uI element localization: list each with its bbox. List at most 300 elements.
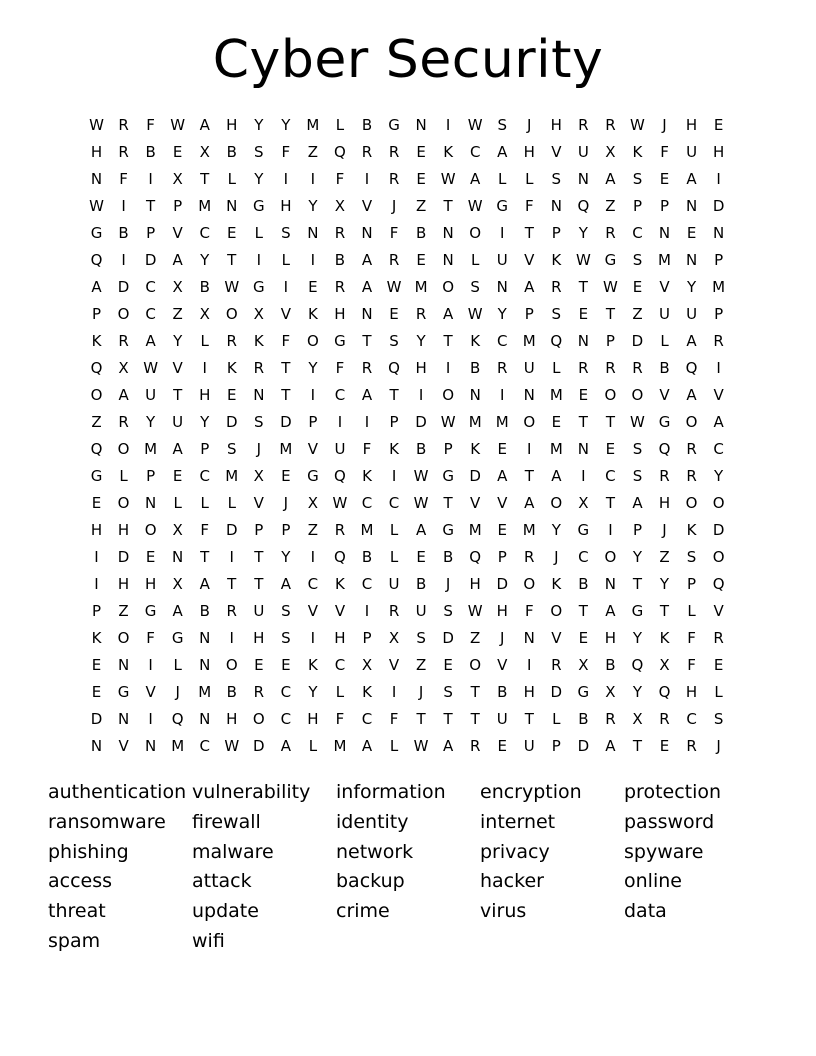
- grid-cell[interactable]: O: [469, 656, 482, 674]
- grid-cell[interactable]: D: [90, 710, 103, 728]
- grid-cell[interactable]: P: [173, 197, 183, 215]
- grid-cell[interactable]: M: [306, 116, 320, 134]
- grid-cell[interactable]: O: [225, 305, 238, 323]
- grid-cell[interactable]: C: [496, 332, 508, 350]
- grid-cell[interactable]: X: [172, 575, 183, 593]
- grid-cell[interactable]: G: [90, 467, 103, 485]
- grid-cell[interactable]: K: [551, 575, 562, 593]
- grid-cell[interactable]: D: [577, 737, 590, 755]
- grid-cell[interactable]: G: [577, 683, 590, 701]
- grid-cell[interactable]: W: [143, 359, 159, 377]
- grid-cell[interactable]: O: [90, 386, 103, 404]
- grid-cell[interactable]: L: [552, 359, 561, 377]
- grid-cell[interactable]: K: [253, 332, 264, 350]
- grid-cell[interactable]: H: [523, 143, 535, 161]
- grid-cell[interactable]: J: [662, 521, 667, 539]
- grid-cell[interactable]: O: [442, 386, 455, 404]
- grid-cell[interactable]: Y: [578, 224, 588, 242]
- grid-cell[interactable]: N: [523, 629, 535, 647]
- grid-cell[interactable]: O: [604, 548, 617, 566]
- grid-cell[interactable]: V: [280, 305, 291, 323]
- grid-cell[interactable]: I: [148, 656, 153, 674]
- grid-cell[interactable]: Z: [307, 521, 319, 539]
- grid-cell[interactable]: A: [145, 332, 156, 350]
- grid-cell[interactable]: Y: [632, 548, 643, 566]
- grid-cell[interactable]: T: [470, 683, 480, 701]
- grid-cell[interactable]: I: [202, 359, 207, 377]
- grid-cell[interactable]: P: [551, 224, 561, 242]
- grid-cell[interactable]: V: [713, 386, 724, 404]
- grid-cell[interactable]: L: [335, 116, 345, 134]
- grid-cell[interactable]: F: [524, 602, 534, 620]
- grid-cell[interactable]: F: [281, 143, 291, 161]
- grid-cell[interactable]: V: [551, 629, 562, 647]
- grid-cell[interactable]: R: [686, 467, 697, 485]
- grid-cell[interactable]: L: [471, 251, 480, 269]
- grid-cell[interactable]: U: [659, 305, 670, 323]
- grid-cell[interactable]: F: [119, 170, 128, 188]
- grid-cell[interactable]: E: [172, 143, 183, 161]
- grid-cell[interactable]: W: [602, 278, 618, 296]
- grid-cell[interactable]: L: [227, 170, 236, 188]
- grid-cell[interactable]: P: [308, 413, 318, 431]
- grid-cell[interactable]: A: [605, 170, 616, 188]
- grid-cell[interactable]: K: [362, 467, 372, 485]
- grid-cell[interactable]: C: [469, 143, 481, 161]
- grid-cell[interactable]: I: [445, 359, 451, 377]
- grid-cell[interactable]: W: [89, 116, 104, 134]
- grid-cell[interactable]: S: [254, 143, 264, 161]
- grid-cell[interactable]: A: [713, 413, 724, 431]
- grid-cell[interactable]: A: [172, 251, 183, 269]
- grid-cell[interactable]: H: [307, 710, 319, 728]
- grid-cell[interactable]: H: [90, 521, 103, 539]
- grid-cell[interactable]: F: [281, 332, 291, 350]
- grid-cell[interactable]: I: [337, 413, 343, 431]
- grid-cell[interactable]: I: [391, 467, 397, 485]
- grid-cell[interactable]: I: [716, 170, 721, 188]
- grid-cell[interactable]: T: [578, 278, 588, 296]
- grid-cell[interactable]: M: [225, 467, 239, 485]
- grid-cell[interactable]: C: [280, 683, 292, 701]
- grid-cell[interactable]: L: [200, 332, 209, 350]
- grid-cell[interactable]: R: [686, 737, 697, 755]
- grid-cell[interactable]: X: [605, 143, 616, 161]
- grid-cell[interactable]: A: [632, 494, 643, 512]
- grid-cell[interactable]: O: [117, 440, 130, 458]
- grid-cell[interactable]: W: [467, 116, 483, 134]
- grid-cell[interactable]: Z: [172, 305, 183, 323]
- grid-cell[interactable]: Q: [550, 332, 563, 350]
- grid-cell[interactable]: M: [549, 440, 563, 458]
- grid-cell[interactable]: T: [227, 575, 237, 593]
- grid-cell[interactable]: E: [281, 467, 291, 485]
- grid-cell[interactable]: I: [229, 548, 234, 566]
- grid-cell[interactable]: F: [687, 656, 696, 674]
- grid-cell[interactable]: Z: [605, 197, 616, 215]
- grid-cell[interactable]: H: [280, 197, 292, 215]
- grid-cell[interactable]: D: [225, 413, 238, 431]
- grid-cell[interactable]: D: [631, 332, 644, 350]
- grid-cell[interactable]: N: [253, 386, 265, 404]
- grid-cell[interactable]: V: [307, 440, 319, 458]
- grid-cell[interactable]: I: [364, 170, 370, 188]
- grid-cell[interactable]: J: [500, 629, 505, 647]
- grid-cell[interactable]: Q: [658, 683, 671, 701]
- grid-cell[interactable]: P: [714, 251, 724, 269]
- grid-cell[interactable]: P: [254, 521, 264, 539]
- grid-cell[interactable]: N: [685, 197, 698, 215]
- grid-cell[interactable]: E: [497, 521, 507, 539]
- grid-cell[interactable]: I: [283, 170, 289, 188]
- grid-cell[interactable]: O: [469, 224, 482, 242]
- grid-cell[interactable]: T: [605, 413, 615, 431]
- grid-cell[interactable]: E: [659, 737, 670, 755]
- grid-cell[interactable]: N: [577, 332, 589, 350]
- grid-cell[interactable]: E: [416, 143, 426, 161]
- grid-cell[interactable]: C: [199, 467, 210, 485]
- grid-cell[interactable]: H: [334, 305, 346, 323]
- grid-cell[interactable]: M: [144, 440, 158, 458]
- grid-cell[interactable]: O: [117, 629, 130, 647]
- grid-cell[interactable]: E: [91, 656, 102, 674]
- grid-cell[interactable]: A: [172, 602, 183, 620]
- grid-cell[interactable]: W: [386, 278, 402, 296]
- grid-cell[interactable]: U: [686, 143, 698, 161]
- grid-cell[interactable]: Q: [334, 467, 346, 485]
- grid-cell[interactable]: H: [685, 683, 698, 701]
- grid-cell[interactable]: J: [391, 197, 397, 215]
- grid-cell[interactable]: M: [279, 440, 293, 458]
- grid-cell[interactable]: V: [551, 143, 562, 161]
- grid-cell[interactable]: I: [527, 440, 532, 458]
- grid-cell[interactable]: E: [713, 116, 724, 134]
- grid-cell[interactable]: R: [388, 602, 400, 620]
- grid-cell[interactable]: V: [361, 197, 373, 215]
- grid-cell[interactable]: E: [91, 494, 102, 512]
- grid-cell[interactable]: R: [415, 305, 427, 323]
- grid-cell[interactable]: A: [497, 467, 508, 485]
- grid-cell[interactable]: P: [92, 602, 102, 620]
- grid-cell[interactable]: R: [388, 251, 400, 269]
- grid-cell[interactable]: W: [413, 494, 429, 512]
- grid-cell[interactable]: E: [145, 548, 156, 566]
- grid-cell[interactable]: R: [334, 278, 346, 296]
- grid-cell[interactable]: W: [413, 737, 429, 755]
- grid-cell[interactable]: R: [118, 413, 129, 431]
- grid-cell[interactable]: O: [631, 386, 644, 404]
- grid-cell[interactable]: L: [389, 737, 399, 755]
- grid-cell[interactable]: U: [253, 602, 265, 620]
- grid-cell[interactable]: Y: [632, 683, 643, 701]
- grid-cell[interactable]: F: [389, 224, 399, 242]
- grid-cell[interactable]: N: [145, 494, 157, 512]
- grid-cell[interactable]: N: [90, 737, 103, 755]
- grid-cell[interactable]: G: [252, 278, 265, 296]
- grid-cell[interactable]: I: [148, 170, 153, 188]
- grid-cell[interactable]: X: [361, 656, 373, 674]
- grid-cell[interactable]: I: [445, 116, 451, 134]
- grid-cell[interactable]: U: [577, 143, 589, 161]
- grid-cell[interactable]: N: [117, 656, 130, 674]
- grid-cell[interactable]: V: [172, 359, 183, 377]
- grid-cell[interactable]: C: [199, 224, 210, 242]
- grid-cell[interactable]: N: [469, 386, 481, 404]
- grid-cell[interactable]: L: [687, 602, 696, 620]
- grid-cell[interactable]: F: [389, 710, 399, 728]
- grid-cell[interactable]: G: [334, 332, 346, 350]
- grid-cell[interactable]: N: [199, 656, 211, 674]
- grid-cell[interactable]: S: [416, 629, 426, 647]
- grid-cell[interactable]: O: [144, 521, 157, 539]
- grid-cell[interactable]: S: [443, 683, 453, 701]
- grid-cell[interactable]: N: [199, 629, 211, 647]
- grid-cell[interactable]: H: [712, 143, 725, 161]
- grid-cell[interactable]: Y: [254, 170, 264, 188]
- grid-cell[interactable]: F: [200, 521, 210, 539]
- grid-cell[interactable]: V: [659, 386, 670, 404]
- grid-cell[interactable]: E: [578, 386, 589, 404]
- grid-cell[interactable]: C: [686, 710, 697, 728]
- grid-cell[interactable]: U: [334, 440, 346, 458]
- grid-cell[interactable]: G: [442, 521, 454, 539]
- grid-cell[interactable]: P: [146, 467, 156, 485]
- grid-cell[interactable]: B: [415, 575, 427, 593]
- grid-cell[interactable]: T: [443, 332, 453, 350]
- grid-cell[interactable]: M: [658, 251, 671, 269]
- grid-cell[interactable]: R: [118, 116, 129, 134]
- grid-cell[interactable]: E: [497, 440, 507, 458]
- grid-cell[interactable]: Y: [308, 683, 318, 701]
- grid-cell[interactable]: L: [335, 683, 345, 701]
- grid-cell[interactable]: H: [658, 494, 671, 512]
- grid-cell[interactable]: A: [686, 386, 697, 404]
- grid-cell[interactable]: P: [605, 332, 615, 350]
- grid-cell[interactable]: R: [253, 359, 265, 377]
- grid-cell[interactable]: G: [252, 197, 265, 215]
- grid-cell[interactable]: C: [280, 710, 292, 728]
- grid-cell[interactable]: Z: [307, 143, 319, 161]
- grid-cell[interactable]: W: [440, 413, 456, 431]
- grid-cell[interactable]: H: [685, 116, 698, 134]
- grid-cell[interactable]: U: [523, 737, 535, 755]
- grid-cell[interactable]: R: [605, 359, 616, 377]
- grid-cell[interactable]: Y: [659, 575, 670, 593]
- grid-cell[interactable]: M: [468, 413, 482, 431]
- grid-cell[interactable]: Z: [415, 197, 427, 215]
- grid-cell[interactable]: P: [551, 737, 561, 755]
- grid-cell[interactable]: E: [254, 656, 264, 674]
- grid-cell[interactable]: X: [605, 683, 616, 701]
- grid-cell[interactable]: W: [467, 305, 483, 323]
- grid-cell[interactable]: E: [578, 629, 589, 647]
- grid-cell[interactable]: O: [252, 710, 265, 728]
- grid-cell[interactable]: O: [550, 602, 563, 620]
- grid-cell[interactable]: S: [443, 602, 453, 620]
- grid-cell[interactable]: G: [171, 629, 184, 647]
- grid-cell[interactable]: Y: [686, 278, 697, 296]
- grid-cell[interactable]: M: [198, 197, 212, 215]
- grid-cell[interactable]: D: [442, 629, 454, 647]
- grid-cell[interactable]: N: [361, 305, 373, 323]
- grid-cell[interactable]: S: [713, 710, 724, 728]
- grid-cell[interactable]: T: [416, 710, 426, 728]
- grid-cell[interactable]: R: [713, 629, 724, 647]
- grid-cell[interactable]: N: [145, 737, 157, 755]
- grid-cell[interactable]: O: [685, 494, 698, 512]
- grid-cell[interactable]: N: [523, 386, 535, 404]
- grid-cell[interactable]: E: [659, 170, 670, 188]
- grid-cell[interactable]: K: [632, 143, 643, 161]
- grid-cell[interactable]: T: [524, 710, 534, 728]
- grid-cell[interactable]: E: [497, 737, 507, 755]
- grid-cell[interactable]: U: [172, 413, 184, 431]
- grid-cell[interactable]: G: [307, 467, 319, 485]
- grid-cell[interactable]: N: [442, 251, 454, 269]
- grid-cell[interactable]: N: [712, 224, 725, 242]
- grid-cell[interactable]: Q: [334, 548, 346, 566]
- grid-cell[interactable]: C: [361, 710, 373, 728]
- grid-cell[interactable]: S: [226, 440, 237, 458]
- grid-cell[interactable]: E: [416, 251, 426, 269]
- grid-cell[interactable]: Y: [173, 332, 183, 350]
- grid-cell[interactable]: Y: [146, 413, 156, 431]
- grid-cell[interactable]: W: [630, 116, 645, 134]
- grid-cell[interactable]: J: [256, 440, 262, 458]
- grid-cell[interactable]: K: [551, 251, 562, 269]
- grid-cell[interactable]: P: [443, 440, 453, 458]
- grid-cell[interactable]: N: [199, 710, 211, 728]
- grid-cell[interactable]: A: [199, 116, 210, 134]
- grid-cell[interactable]: M: [360, 521, 374, 539]
- grid-cell[interactable]: O: [117, 494, 130, 512]
- grid-cell[interactable]: T: [524, 467, 534, 485]
- grid-cell[interactable]: J: [445, 575, 451, 593]
- grid-cell[interactable]: P: [632, 197, 642, 215]
- grid-cell[interactable]: T: [578, 413, 588, 431]
- grid-cell[interactable]: V: [118, 737, 129, 755]
- grid-cell[interactable]: E: [308, 278, 318, 296]
- grid-cell[interactable]: S: [254, 413, 264, 431]
- grid-cell[interactable]: W: [224, 278, 240, 296]
- grid-cell[interactable]: Z: [659, 548, 670, 566]
- grid-cell[interactable]: R: [226, 602, 237, 620]
- grid-cell[interactable]: T: [227, 251, 237, 269]
- grid-cell[interactable]: E: [632, 278, 643, 296]
- grid-cell[interactable]: Z: [470, 629, 481, 647]
- grid-cell[interactable]: B: [415, 440, 427, 458]
- grid-cell[interactable]: E: [389, 305, 399, 323]
- grid-cell[interactable]: R: [361, 359, 373, 377]
- grid-cell[interactable]: T: [443, 710, 453, 728]
- grid-cell[interactable]: R: [361, 143, 373, 161]
- grid-cell[interactable]: L: [525, 170, 534, 188]
- grid-cell[interactable]: D: [280, 413, 292, 431]
- grid-cell[interactable]: I: [94, 575, 99, 593]
- grid-cell[interactable]: I: [256, 251, 262, 269]
- grid-cell[interactable]: A: [361, 251, 373, 269]
- grid-cell[interactable]: A: [280, 737, 291, 755]
- grid-cell[interactable]: T: [605, 494, 615, 512]
- grid-cell[interactable]: W: [467, 197, 483, 215]
- grid-cell[interactable]: U: [686, 305, 698, 323]
- grid-cell[interactable]: O: [712, 548, 725, 566]
- grid-cell[interactable]: A: [172, 440, 183, 458]
- grid-cell[interactable]: S: [281, 629, 291, 647]
- grid-cell[interactable]: H: [523, 683, 535, 701]
- grid-cell[interactable]: Q: [712, 575, 725, 593]
- grid-cell[interactable]: T: [362, 332, 372, 350]
- grid-cell[interactable]: L: [173, 656, 182, 674]
- grid-cell[interactable]: J: [527, 116, 532, 134]
- grid-cell[interactable]: A: [470, 170, 481, 188]
- grid-cell[interactable]: I: [283, 278, 289, 296]
- grid-cell[interactable]: S: [686, 548, 697, 566]
- grid-cell[interactable]: Y: [714, 467, 724, 485]
- grid-cell[interactable]: E: [227, 224, 237, 242]
- grid-cell[interactable]: I: [608, 521, 613, 539]
- grid-cell[interactable]: K: [470, 332, 481, 350]
- grid-cell[interactable]: S: [281, 224, 291, 242]
- grid-cell[interactable]: R: [713, 332, 724, 350]
- grid-cell[interactable]: W: [575, 251, 591, 269]
- grid-cell[interactable]: Q: [90, 440, 103, 458]
- grid-cell[interactable]: G: [658, 413, 671, 431]
- grid-cell[interactable]: M: [712, 278, 726, 296]
- grid-cell[interactable]: M: [198, 683, 212, 701]
- grid-cell[interactable]: R: [388, 170, 400, 188]
- grid-cell[interactable]: K: [389, 440, 399, 458]
- grid-cell[interactable]: B: [442, 548, 454, 566]
- grid-cell[interactable]: Q: [469, 548, 482, 566]
- grid-cell[interactable]: R: [334, 224, 346, 242]
- grid-cell[interactable]: U: [496, 251, 508, 269]
- grid-cell[interactable]: W: [630, 413, 645, 431]
- grid-cell[interactable]: T: [389, 386, 399, 404]
- grid-cell[interactable]: G: [604, 251, 617, 269]
- grid-cell[interactable]: I: [310, 548, 316, 566]
- grid-cell[interactable]: A: [91, 278, 102, 296]
- grid-cell[interactable]: O: [604, 386, 617, 404]
- grid-cell[interactable]: A: [524, 278, 535, 296]
- grid-cell[interactable]: Y: [308, 197, 318, 215]
- grid-cell[interactable]: M: [522, 332, 536, 350]
- grid-cell[interactable]: E: [686, 224, 697, 242]
- grid-cell[interactable]: E: [416, 548, 426, 566]
- grid-cell[interactable]: F: [524, 197, 534, 215]
- grid-cell[interactable]: Y: [254, 116, 264, 134]
- grid-cell[interactable]: S: [632, 440, 643, 458]
- grid-cell[interactable]: N: [442, 224, 454, 242]
- grid-cell[interactable]: I: [364, 602, 370, 620]
- grid-cell[interactable]: A: [361, 737, 373, 755]
- grid-cell[interactable]: L: [200, 494, 209, 512]
- grid-cell[interactable]: F: [335, 710, 345, 728]
- grid-cell[interactable]: Y: [281, 548, 291, 566]
- grid-cell[interactable]: Q: [577, 197, 590, 215]
- grid-cell[interactable]: X: [118, 359, 129, 377]
- grid-cell[interactable]: Q: [388, 359, 400, 377]
- grid-cell[interactable]: U: [388, 575, 400, 593]
- grid-cell[interactable]: U: [145, 386, 157, 404]
- grid-cell[interactable]: C: [334, 386, 346, 404]
- grid-cell[interactable]: T: [605, 305, 615, 323]
- grid-cell[interactable]: N: [117, 710, 130, 728]
- grid-cell[interactable]: R: [605, 710, 616, 728]
- grid-cell[interactable]: B: [659, 359, 670, 377]
- grid-cell[interactable]: P: [92, 305, 102, 323]
- grid-cell[interactable]: C: [605, 467, 616, 485]
